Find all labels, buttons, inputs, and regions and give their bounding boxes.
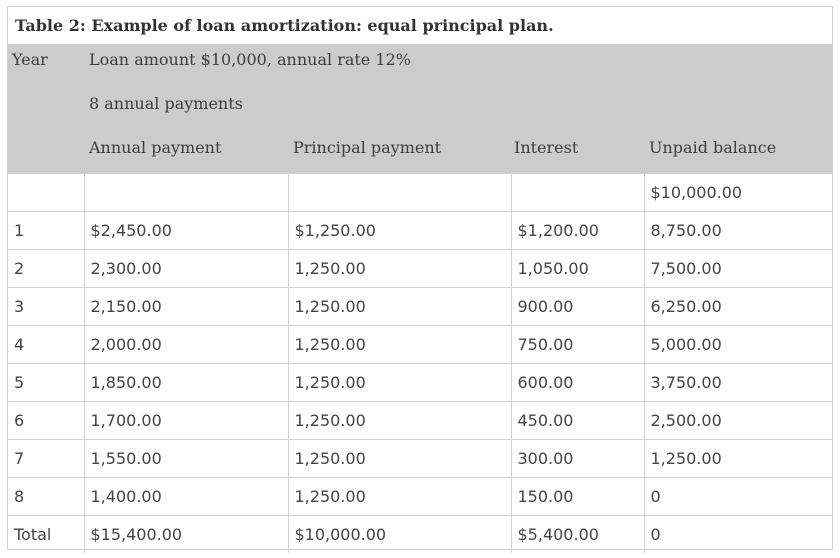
cell-unpaid-balance: 0 — [644, 477, 832, 515]
cell-unpaid-balance: 3,750.00 — [644, 363, 832, 401]
table-row — [8, 211, 832, 249]
cell-interest: $5,400.00 — [511, 515, 644, 553]
cell-unpaid-balance: 8,750.00 — [644, 211, 832, 249]
cell-unpaid-balance: 1,250.00 — [644, 439, 832, 477]
cell-annual-payment: 2,150.00 — [84, 287, 288, 325]
table-row — [8, 515, 832, 553]
table-header — [8, 44, 832, 173]
cell-annual-payment: 1,550.00 — [84, 439, 288, 477]
cell-principal-payment: 1,250.00 — [288, 249, 511, 287]
cell-year: 3 — [8, 287, 84, 325]
cell-annual-payment: 1,700.00 — [84, 401, 288, 439]
cell-year: 6 — [8, 401, 84, 439]
cell-unpaid-balance: 5,000.00 — [644, 325, 832, 363]
cell-year — [8, 173, 84, 211]
table-row — [8, 363, 832, 401]
cell-year: 8 — [8, 477, 84, 515]
cell-principal-payment: 1,250.00 — [288, 325, 511, 363]
header-year: Year — [8, 44, 84, 87]
cell-unpaid-balance: 6,250.00 — [644, 287, 832, 325]
header-unpaid-balance: Unpaid balance — [644, 130, 832, 173]
cell-interest: 600.00 — [511, 363, 644, 401]
table-row — [8, 249, 832, 287]
cell-annual-payment: 2,000.00 — [84, 325, 288, 363]
cell-annual-payment: $15,400.00 — [84, 515, 288, 553]
cell-principal-payment: $10,000.00 — [288, 515, 511, 553]
cell-unpaid-balance: 0 — [644, 515, 832, 553]
table-row — [8, 439, 832, 477]
cell-year: Total — [8, 515, 84, 553]
cell-year: 4 — [8, 325, 84, 363]
header-spacer — [8, 130, 84, 173]
header-payments-line: 8 annual payments — [84, 87, 832, 130]
header-loan-line: Loan amount $10,000, annual rate 12% — [84, 44, 832, 87]
cell-interest: 450.00 — [511, 401, 644, 439]
cell-principal-payment: 1,250.00 — [288, 477, 511, 515]
cell-annual-payment: 1,850.00 — [84, 363, 288, 401]
cell-principal-payment: 1,250.00 — [288, 401, 511, 439]
cell-interest — [511, 173, 644, 211]
table-body — [8, 173, 832, 553]
cell-principal-payment: 1,250.00 — [288, 439, 511, 477]
header-interest: Interest — [511, 130, 644, 173]
cell-principal-payment — [288, 173, 511, 211]
header-principal-payment: Principal payment — [288, 130, 511, 173]
table-row — [8, 401, 832, 439]
cell-principal-payment: 1,250.00 — [288, 287, 511, 325]
cell-year: 7 — [8, 439, 84, 477]
cell-principal-payment: 1,250.00 — [288, 363, 511, 401]
table-row — [8, 287, 832, 325]
table-row — [8, 325, 832, 363]
cell-interest: 1,050.00 — [511, 249, 644, 287]
cell-unpaid-balance: 7,500.00 — [644, 249, 832, 287]
amortization-table-container — [7, 6, 833, 550]
cell-year: 5 — [8, 363, 84, 401]
cell-interest: 900.00 — [511, 287, 644, 325]
cell-interest: 300.00 — [511, 439, 644, 477]
cell-year: 2 — [8, 249, 84, 287]
cell-year: 1 — [8, 211, 84, 249]
cell-annual-payment: $2,450.00 — [84, 211, 288, 249]
table-caption: Table 2: Example of loan amortization: equal principal plan. — [15, 16, 554, 35]
cell-interest: 150.00 — [511, 477, 644, 515]
header-annual-payment: Annual payment — [84, 130, 288, 173]
table-row — [8, 173, 832, 211]
cell-principal-payment: $1,250.00 — [288, 211, 511, 249]
cell-unpaid-balance: 2,500.00 — [644, 401, 832, 439]
cell-unpaid-balance: $10,000.00 — [644, 173, 832, 211]
cell-annual-payment: 1,400.00 — [84, 477, 288, 515]
table-row — [8, 477, 832, 515]
cell-annual-payment — [84, 173, 288, 211]
cell-annual-payment: 2,300.00 — [84, 249, 288, 287]
amortization-table — [8, 44, 832, 553]
header-spacer — [8, 87, 84, 130]
cell-interest: 750.00 — [511, 325, 644, 363]
cell-interest: $1,200.00 — [511, 211, 644, 249]
